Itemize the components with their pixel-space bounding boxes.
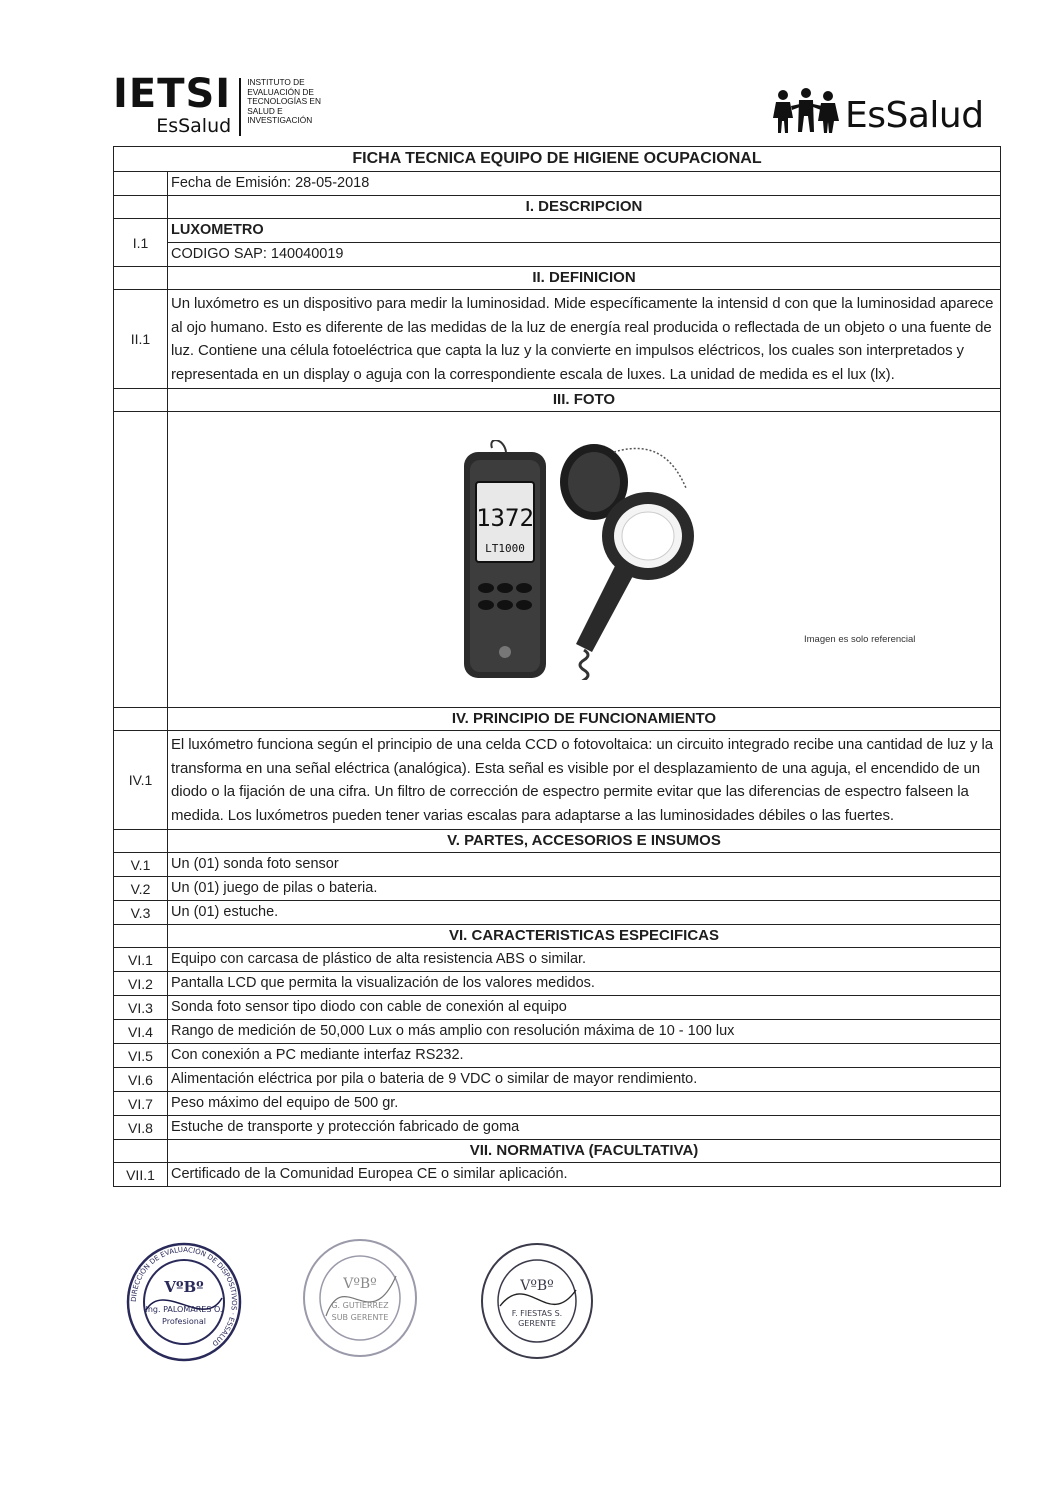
row-text: Estuche de transporte y protección fabricado de goma [171, 1119, 520, 1135]
table-row [114, 948, 1000, 972]
lcd-reading: 1372 [476, 504, 534, 532]
row-text: Alimentación eléctrica por pila o bateria de 9 VDC o similar de mayor rendimiento. [171, 1071, 698, 1087]
table-row [114, 1092, 1000, 1116]
row-code: VI.4 [114, 1020, 168, 1043]
svg-text:DIRECCIÓN DE EVALUACIÓN DE DIS [130, 1246, 238, 1348]
table-row [114, 877, 1000, 901]
row-code: VI.2 [114, 972, 168, 995]
table-row [114, 1163, 1000, 1187]
section-heading-descripcion: I. DESCRIPCION [525, 198, 643, 215]
empty-code-cell [114, 1140, 168, 1162]
row-code: VI.6 [114, 1068, 168, 1091]
emission-row [114, 172, 1000, 196]
empty-code-cell [114, 708, 168, 730]
principle-row [114, 731, 1000, 830]
row-code: VI.3 [114, 996, 168, 1019]
row-text: Con conexión a PC mediante interfaz RS232. [171, 1047, 464, 1063]
photo-row [114, 412, 1000, 708]
row-text: Un (01) estuche. [171, 904, 279, 920]
technical-sheet-table [113, 146, 1001, 1187]
table-row [114, 996, 1000, 1020]
approval-stamp-2 [300, 1236, 420, 1365]
stamp1-line2: Profesional [162, 1317, 206, 1326]
stamp3-vb: VºBº [520, 1278, 554, 1294]
row-code: II.1 [114, 290, 168, 388]
row-text: Un (01) sonda foto sensor [171, 856, 339, 872]
approval-stamp-1 [124, 1240, 244, 1369]
row-text: Sonda foto sensor tipo diodo con cable de conexión al equipo [171, 999, 567, 1015]
row-text: Equipo con carcasa de plástico de alta resistencia ABS o similar. [171, 951, 587, 967]
section-heading-row [114, 267, 1000, 290]
definition-text: Un luxómetro es un dispositivo para medir la luminosidad. Mide específicamente la intensid d con que la luminosidad aparece al ojo humano. Esto es diferente de las medidas de la luz de energía real producida o reflectada de un objeto o una fuente de luz. Contiene una célula fotoeléctrica que capta la luz y la convierte en impulsos eléctricos, los cuales son interpretados y representada en un display o aguja con la correspondiente escala de luxes. La unidad de medida es el lux (lx). [171, 295, 994, 383]
luxometer-photo [464, 440, 804, 687]
row-code: IV.1 [114, 731, 168, 829]
row-code: VI.5 [114, 1044, 168, 1067]
stamp3-line1: F. FIESTAS S. [511, 1309, 563, 1318]
title-row [114, 147, 1000, 172]
ietsi-logo-text: IETSI [113, 71, 232, 117]
row-code: VI.8 [114, 1116, 168, 1139]
emission-date: Fecha de Emisión: 28-05-2018 [171, 175, 370, 191]
principle-text: El luxómetro funciona según el principio de una celda CCD o fotovoltaica: un circuito integrado recibe una cantidad de luz y la transforma en una señal eléctrica (analógica). Esta señal es visible por el desplazamiento de una aguja, el encendido de un diodo o la fijación de una cifra. Un filtro de corrección de espectro permite evitar que las diferencias de espectro falseen la medida. Los luxómetros pueden tener varias escalas para adaptarse a las luminosidades débiles o las fuertes. [171, 736, 993, 824]
section-heading-principio: IV. PRINCIPIO DE FUNCIONAMIENTO [451, 710, 717, 727]
row-text: Peso máximo del equipo de 500 gr. [171, 1095, 399, 1111]
section-heading-partes: V. PARTES, ACCESORIOS E INSUMOS [447, 832, 721, 849]
row-code: V.2 [114, 877, 168, 900]
sap-code: CODIGO SAP: 140040019 [171, 246, 344, 262]
table-row [114, 1068, 1000, 1092]
row-code: VI.1 [114, 948, 168, 971]
empty-code-cell [114, 389, 168, 411]
description-row [114, 219, 1000, 267]
row-text: Certificado de la Comunidad Europea CE o similar aplicación. [171, 1166, 568, 1182]
stamp1-line1: Ing. PALOMARES O. [145, 1305, 223, 1314]
lcd-model: LT1000 [485, 542, 525, 555]
table-row [114, 972, 1000, 996]
empty-code-cell [114, 196, 168, 218]
row-code: VI.7 [114, 1092, 168, 1115]
row-code: I.1 [114, 219, 168, 266]
ietsi-logo-subtext: EsSalud [156, 115, 232, 137]
table-row [114, 901, 1000, 925]
ietsi-logo [113, 71, 327, 138]
approval-stamp-3 [478, 1240, 596, 1367]
stamp2-line1: G. GUTIERREZ [331, 1301, 389, 1310]
photo-cell [168, 412, 1000, 707]
empty-code-cell [114, 172, 168, 195]
essalud-logo-text: EsSalud [845, 95, 984, 136]
table-row [114, 1020, 1000, 1044]
row-code: V.1 [114, 853, 168, 876]
row-text: Rango de medición de 50,000 Lux o más amplio con resolución máxima de 10 - 100 lux [171, 1023, 735, 1039]
essalud-logo [773, 82, 984, 134]
row-text: Un (01) juego de pilas o bateria. [171, 880, 378, 896]
sheet-title: FICHA TECNICA EQUIPO DE HIGIENE OCUPACIONAL [352, 150, 762, 167]
ietsi-divider [239, 78, 241, 136]
row-text: Pantalla LCD que permita la visualización de los valores medidos. [171, 975, 595, 991]
empty-code-cell [114, 925, 168, 947]
stamp3-line2: GERENTE [518, 1319, 556, 1328]
table-row [114, 853, 1000, 877]
stamp1-ring-text: DIRECCIÓN DE EVALUACIÓN DE DISPOSITIVOS · ESSALUD [129, 1245, 239, 1348]
definition-row [114, 290, 1000, 389]
section-heading-row [114, 389, 1000, 412]
family-icon [773, 88, 839, 134]
empty-code-cell [114, 267, 168, 289]
table-row [114, 1116, 1000, 1140]
section-heading-row [114, 1140, 1000, 1163]
section-heading-row [114, 830, 1000, 853]
stamp1-vb: VºBº [164, 1278, 204, 1296]
section-heading-caracteristicas: VI. CARACTERISTICAS ESPECIFICAS [448, 927, 720, 944]
empty-code-cell [114, 412, 168, 707]
row-code: V.3 [114, 901, 168, 924]
section-heading-row [114, 925, 1000, 948]
empty-code-cell [114, 830, 168, 852]
section-heading-definicion: II. DEFINICION [532, 269, 636, 286]
table-row [114, 1044, 1000, 1068]
section-heading-normativa: VII. NORMATIVA (FACULTATIVA) [469, 1142, 699, 1159]
equipment-name: LUXOMETRO [168, 219, 1000, 243]
section-heading-row [114, 708, 1000, 731]
ietsi-institute-name: INSTITUTO DE EVALUACIÓN DE TECNOLOGÍAS EN SALUD E INVESTIGACIÓN [247, 77, 321, 126]
photo-caption: Imagen es solo referencial [804, 634, 916, 645]
stamp2-line2: SUB GERENTE [331, 1313, 389, 1322]
stamp2-vb: VºBº [343, 1276, 377, 1292]
row-code: VII.1 [114, 1163, 168, 1186]
section-heading-foto: III. FOTO [552, 391, 616, 408]
section-heading-row [114, 196, 1000, 219]
